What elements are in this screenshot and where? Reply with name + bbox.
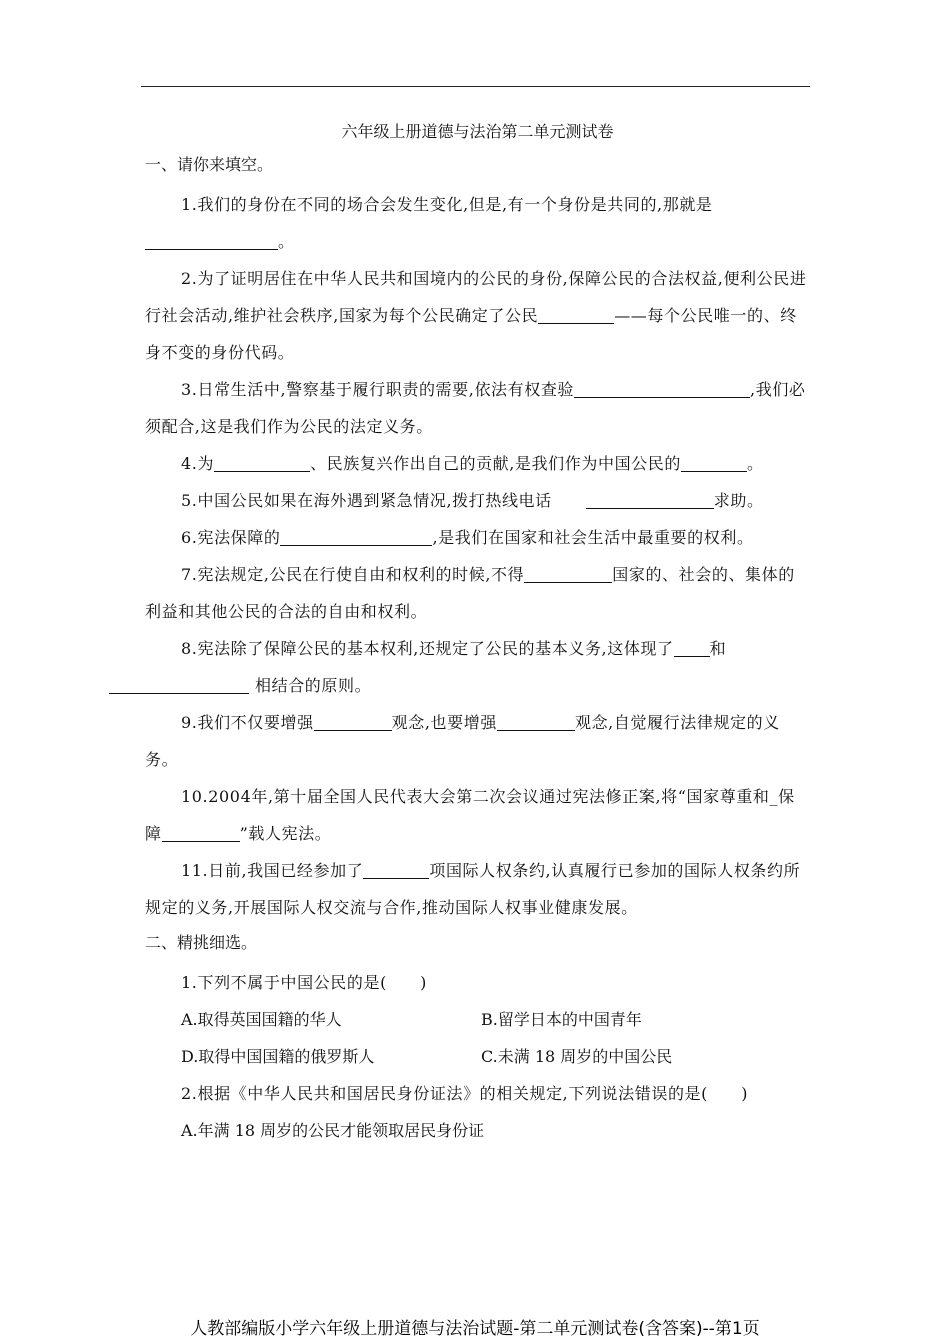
question-2: 2.为了证明居住在中华人民共和国境内的公民的身份,保障公民的合法权益,便利公民进行社会活动,维护社会秩序,国家为每个公民确定了公民 ——每个公民唯一的、终身不变的身份代码。 [145,269,807,362]
answer-blank[interactable] [524,564,612,583]
option-a[interactable]: A.取得英国国籍的华人 [181,1010,342,1029]
question-1: 1.我们的身份在不同的场合会发生变化,但是,有一个身份是共同的,那就是 [181,195,713,214]
choice-options-row-2 [145,1038,810,1075]
answer-blank[interactable] [574,379,750,398]
answer-blank[interactable] [109,675,249,694]
answer-blank[interactable] [538,305,614,324]
question-8: 8.宪法除了保障公民的基本权利,还规定了公民的基本义务,这体现了 和 相结合的原则。 [145,630,810,704]
choice-options-row-3 [145,1112,810,1149]
choice-question-1: 1.下列不属于中国公民的是( ) [181,973,427,992]
header-rule [141,86,810,87]
section-heading-choice: 二、精挑细选。 [145,933,258,952]
answer-blank[interactable] [681,453,747,472]
question-11: 11.日前,我国已经参加了 项国际人权条约,认真履行已参加的国际人权条约所规定的义务,开展国际人权交流与合作,推动国际人权事业健康发展。 [145,861,801,917]
option-c[interactable]: C.未满 18 周岁的中国公民 [481,1047,673,1066]
question-3: 3.日常生活中,警察基于履行职责的需要,依法有权查验 ,我们必须配合,这是我们作为公民的法定义务。 [145,380,806,436]
option-b[interactable]: B.留学日本的中国青年 [481,1010,642,1029]
document-body [145,118,810,1149]
option-d[interactable]: D.取得中国国籍的俄罗斯人 [181,1047,375,1066]
page-footer: 人教部编版小学六年级上册道德与法治试题-第二单元测试卷(含答案)--第1页 [190,1319,760,1339]
answer-blank[interactable] [674,638,710,657]
question-7: 7.宪法规定,公民在行使自由和权利的时候,不得 国家的、社会的、集体的利益和其他公民的合法的自由和权利。 [145,565,795,621]
section-heading-fill: 一、请你来填空。 [145,155,274,174]
answer-blank[interactable] [586,490,714,509]
answer-blank[interactable] [497,712,575,731]
choice-options-row-1 [145,1001,810,1038]
answer-blank[interactable] [280,527,432,546]
answer-blank[interactable] [145,231,278,250]
option-a[interactable]: A.年满 18 周岁的公民才能领取居民身份证 [181,1121,485,1140]
answer-blank[interactable] [363,860,429,879]
question-5: 5.中国公民如果在海外遇到紧急情况,拨打热线电话 求助。 [181,491,764,510]
answer-blank[interactable] [162,823,240,842]
question-1-blank-line: 。 [145,223,810,260]
answer-blank[interactable] [214,453,310,472]
page-title: 六年级上册道德与法治第二单元测试卷 [341,122,614,141]
answer-blank[interactable] [314,712,392,731]
question-6: 6.宪法保障的 ,是我们在国家和社会生活中最重要的权利。 [181,528,754,547]
question-10: 10.2004年,第十届全国人民代表大会第二次会议通过宪法修正案,将“国家尊重和_保障 ”载人宪法。 [145,787,795,843]
choice-question-2: 2.根据《中华人民共和国居民身份证法》的相关规定,下列说法错误的是( ) [181,1084,749,1103]
question-9: 9.我们不仅要增强 观念,也要增强 观念,自觉履行法律规定的义务。 [145,713,780,769]
question-4: 4.为 、民族复兴作出自己的贡献,是我们作为中国公民的 。 [181,454,764,473]
